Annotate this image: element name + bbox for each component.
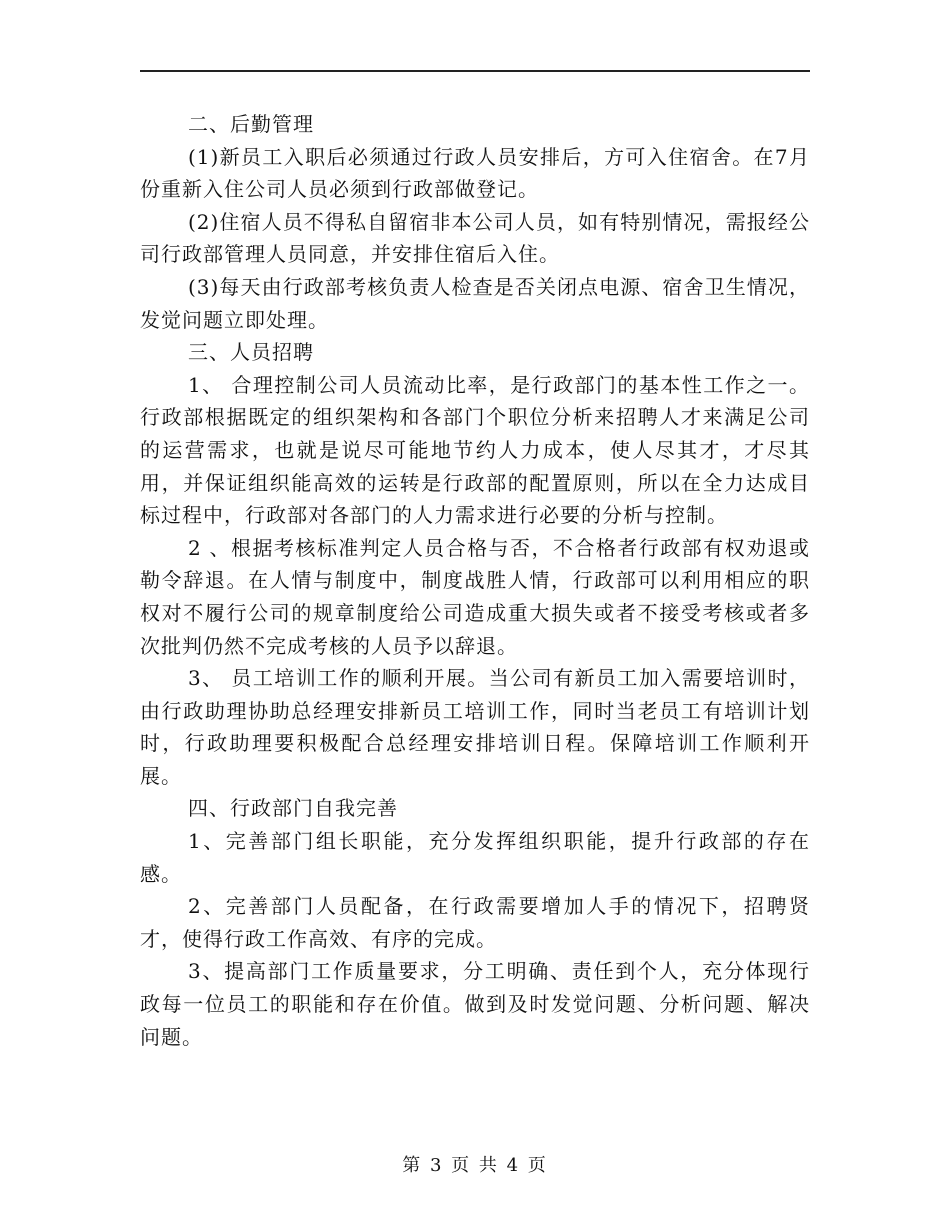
paragraph-team-lead-duties: 1、完善部门组长职能，充分发挥组织职能，提升行政部的存在感。: [140, 829, 810, 886]
section-heading-recruitment: 三、人员招聘: [188, 340, 314, 365]
header-rule: [140, 70, 810, 72]
paragraph-quality-requirements: 3、提高部门工作质量要求，分工明确、责任到个人，充分体现行政每一位员工的职能和存在价值。做到及时发觉问题、分析问题、解决问题。: [140, 959, 810, 1049]
paragraph-assessment-dismissal: 2 、根据考核标准判定人员合格与否，不合格者行政部有权劝退或勒令辞退。在人情与制度中，制度战胜人情，行政部可以利用相应的职权对不履行公司的规章制度给公司造成重大损失或者不接受考核或者多次批判仍然不完成考核的人员予以辞退。: [140, 535, 810, 658]
document-body: [140, 108, 810, 1053]
paragraph-staffing: 2、完善部门人员配备，在行政需要增加人手的情况下，招聘贤才，使得行政工作高效、有序的完成。: [140, 894, 810, 951]
paragraph-staff-training: 3、 员工培训工作的顺利开展。当公司有新员工加入需要培训时，由行政助理协助总经理安排新员工培训工作，同时当老员工有培训计划时，行政助理要积极配合总经理安排培训日程。保障培训工作顺利开展。: [140, 666, 810, 788]
paragraph-dorm-guests: (2)住宿人员不得私自留宿非本公司人员，如有特别情况，需报经公司行政部管理人员同意，并安排住宿后入住。: [140, 209, 810, 267]
section-heading-logistics: 二、后勤管理: [188, 112, 314, 136]
paragraph-turnover-control: 1、 合理控制公司人员流动比率，是行政部门的基本性工作之一。行政部根据既定的组织架构和各部门个职位分析来招聘人才来满足公司的运营需求，也就是说尽可能地节约人力成本，使人尽其才，才尽其用，并保证组织能高效的运转是行政部的配置原则，所以在全力达成目标过程中，行政部对各部门的人力需求进行必要的分析与控制。: [140, 372, 810, 528]
paragraph-dorm-registration: (1)新员工入职后必须通过行政人员安排后，方可入住宿舍。在7月份重新入住公司人员必须到行政部做登记。: [140, 144, 810, 202]
section-heading-self-improvement: 四、行政部门自我完善: [188, 796, 398, 821]
paragraph-dorm-inspection: (3)每天由行政部考核负责人检查是否关闭点电源、宿舍卫生情况，发觉问题立即处理。: [140, 274, 810, 332]
page-number-footer: 第 3 页 共 4 页: [402, 1155, 548, 1176]
